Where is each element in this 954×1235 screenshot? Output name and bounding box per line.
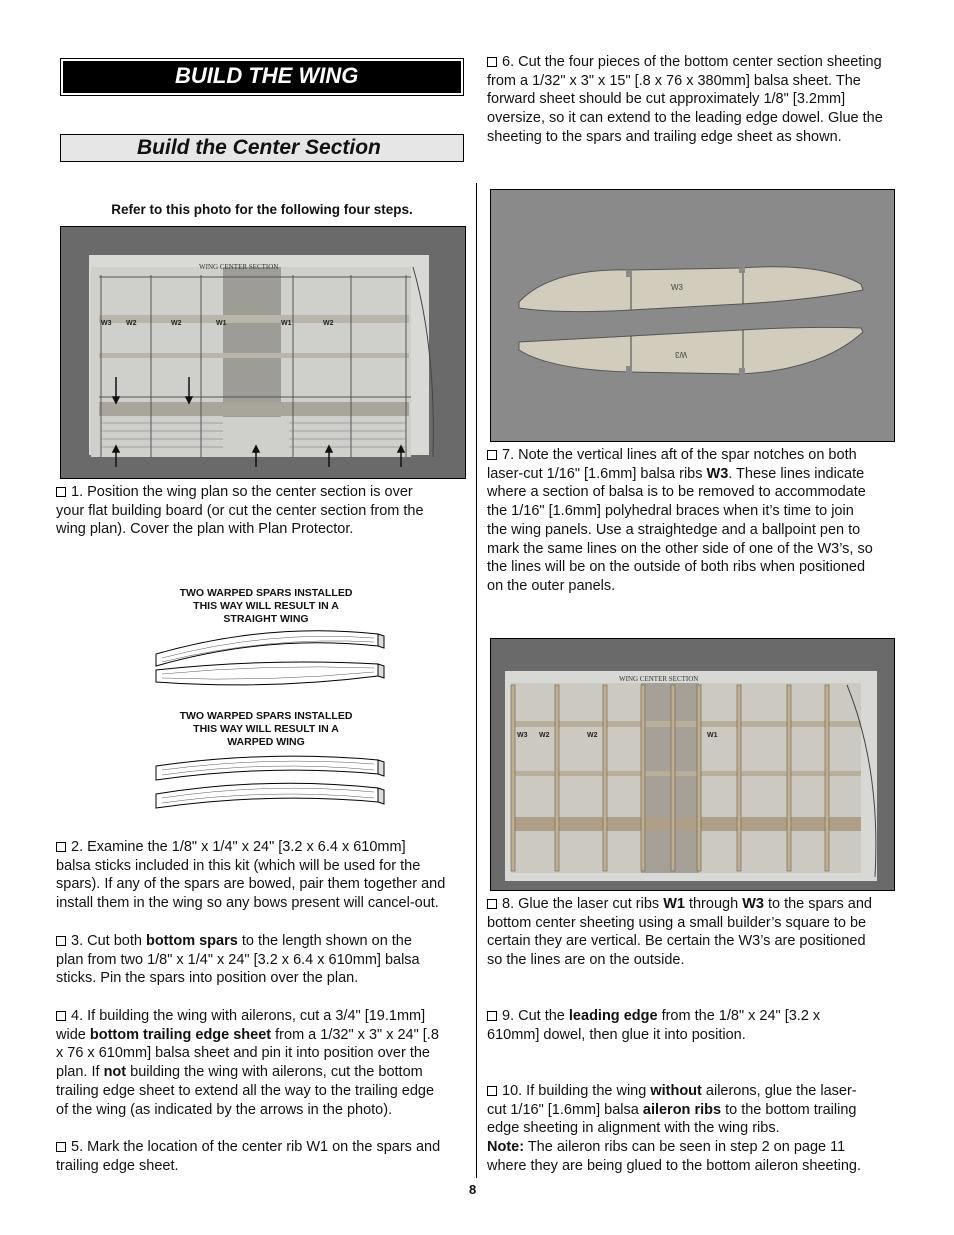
step-5 xyxy=(56,1138,465,1175)
step-7-bold: W3 xyxy=(706,465,729,482)
diagram-caption-warped-line-1: TWO WARPED SPARS INSTALLED xyxy=(179,710,353,722)
step-2-line-2: balsa sticks included in this kit (which will be used for the xyxy=(56,857,421,874)
step-3-text: 3. Cut both xyxy=(71,933,146,949)
step-9 xyxy=(487,1007,896,1044)
step-10-line-2-end: to the bottom trailing xyxy=(721,1101,857,1118)
diagram-caption-straight xyxy=(150,587,382,626)
step-10-bold-2: aileron ribs xyxy=(642,1101,722,1118)
step-2-line-4: install them in the wing so any bows present will cancel-out. xyxy=(56,895,439,912)
step-6-line-5: sheeting to the spars and trailing edge sheet as shown. xyxy=(487,128,842,145)
wing-plan-photo xyxy=(60,226,466,479)
step-10 xyxy=(487,1082,896,1176)
step-6-line-3: forward sheet should be cut approximately 1/8" [3.2mm] xyxy=(487,91,846,108)
step-6-checkbox[interactable] xyxy=(487,57,497,67)
diagram-caption-straight-line-3: STRAIGHT WING xyxy=(223,613,309,625)
step-10-line-1-end: ailerons, glue the laser- xyxy=(701,1083,857,1099)
step-7-line-5: the wing panels. Use a straightedge and a ballpoint pen to xyxy=(487,521,861,538)
spar-warped-top xyxy=(156,756,378,780)
diagram-caption-straight-line-2: THIS WAY WILL RESULT IN A xyxy=(193,600,339,612)
step-3 xyxy=(56,932,465,988)
main-heading: BUILD THE WING xyxy=(63,61,461,93)
step-4-line-2-cont: from a 1/32" x 3" x 24" [.8 xyxy=(271,1026,439,1043)
step-9-checkbox[interactable] xyxy=(487,1011,497,1021)
diagram-caption-warped xyxy=(150,710,382,749)
step-1-checkbox[interactable] xyxy=(56,487,66,497)
step-7-line-8: on the outer panels. xyxy=(487,577,616,594)
step-7 xyxy=(487,446,896,596)
column-divider xyxy=(476,183,477,1178)
step-10-line-2: cut 1/16" [1.6mm] balsa xyxy=(487,1101,643,1118)
step-6-line-2: from a 1/32" x 3" x 15" [.8 x 76 x 380mm] balsa sheet. The xyxy=(487,72,861,89)
step-4 xyxy=(56,1007,465,1119)
step-3-line-2: plan from two 1/8" x 1/4" x 24" [3.2 x 6.4 x 610mm] balsa xyxy=(56,951,420,968)
page-number: 8 xyxy=(469,1182,477,1197)
w3-label: W3 xyxy=(101,320,112,327)
sub-heading: Build the Center Section xyxy=(60,134,464,162)
step-6-line-4: oversize, so it can extend to the leading edge dowel. Glue the xyxy=(487,110,883,127)
step-7-line-3: where a section of balsa is to be removed to accommodate xyxy=(487,484,866,501)
step-9-line-2: 610mm] dowel, then glue it into position. xyxy=(487,1026,746,1043)
step-5-checkbox[interactable] xyxy=(56,1142,66,1152)
step-4-checkbox[interactable] xyxy=(56,1011,66,1021)
step-2 xyxy=(56,838,465,913)
step-8-line-4: so the lines are on the outside. xyxy=(487,952,685,969)
step-8-bold-1: W1 xyxy=(663,896,685,912)
step-10-checkbox[interactable] xyxy=(487,1086,497,1096)
spar-bowed-up xyxy=(156,631,378,666)
step-3-bold: bottom spars xyxy=(145,933,238,949)
warped-spars-diagram xyxy=(150,752,390,818)
step-7-line-1: 7. Note the vertical lines aft of the spar notches on both xyxy=(502,447,857,463)
w1-label-left: W1 xyxy=(216,320,227,327)
spar-bowed-down xyxy=(156,662,378,685)
step-10-line-3: edge sheeting in alignment with the wing ribs. xyxy=(487,1120,780,1137)
step-7-line-2-cont: . These lines indicate xyxy=(728,465,865,482)
diagram-caption-straight-line-1: TWO WARPED SPARS INSTALLED xyxy=(179,587,353,599)
note-line-2: where they are being glued to the bottom aileron sheeting. xyxy=(487,1157,862,1174)
w3-ribs-illustration xyxy=(491,190,894,441)
step-3-text-cont: to the length shown on the xyxy=(237,933,412,949)
w3-ribs-photo xyxy=(490,189,895,442)
step-4-line-1: 4. If building the wing with ailerons, cut a 3/4" [19.1mm] xyxy=(71,1008,426,1024)
straight-spars-diagram xyxy=(150,628,390,694)
diagram-caption-warped-line-2: THIS WAY WILL RESULT IN A xyxy=(193,723,339,735)
step-2-checkbox[interactable] xyxy=(56,842,66,852)
note-line-1: The aileron ribs can be seen in step 2 on page 11 xyxy=(524,1139,846,1156)
diagram-caption-warped-line-3: WARPED WING xyxy=(227,736,305,748)
step-1 xyxy=(56,483,465,539)
step-8-line-2: bottom center sheeting using a small builder’s square to be xyxy=(487,914,867,931)
step-7-line-6: mark the same lines on the other side of one of the W3’s, so xyxy=(487,540,873,557)
step-9-bold: leading edge xyxy=(568,1008,658,1024)
step-2-line-1: 2. Examine the 1/8" x 1/4" x 24" [3.2 x 6.4 x 610mm] xyxy=(71,839,406,855)
step-8-line-3: certain they are vertical. Be certain the W3’s are positioned xyxy=(487,933,866,950)
rib-label-top: W3 xyxy=(671,283,683,292)
step-1-line-2: your flat building board (or cut the center section from the xyxy=(56,502,424,519)
w2-label-2a: W2 xyxy=(539,732,550,739)
step-4-line-2: wide xyxy=(56,1026,90,1043)
step-4-line-4-cont: building the wing with ailerons, cut the bottom xyxy=(126,1064,423,1081)
step-10-bold-1: without xyxy=(650,1083,702,1099)
w3-label-2: W3 xyxy=(517,732,528,739)
wing-plan-illustration xyxy=(61,227,465,478)
step-9-line-1-end: from the 1/8" x 24" [3.2 x xyxy=(657,1008,821,1024)
step-4-bold-2: not xyxy=(103,1064,127,1081)
ribs-installed-photo xyxy=(490,638,895,891)
step-7-checkbox[interactable] xyxy=(487,450,497,460)
step-10-line-1: 10. If building the wing xyxy=(502,1083,651,1099)
step-8-line-1: 8. Glue the laser cut ribs xyxy=(502,896,664,912)
step-3-checkbox[interactable] xyxy=(56,936,66,946)
step-4-line-6: of the wing (as indicated by the arrows in the photo). xyxy=(56,1101,393,1118)
step-5-line-2: trailing edge sheet. xyxy=(56,1157,179,1174)
step-8-bold-2: W3 xyxy=(742,896,764,912)
step-8-line-1-end: to the spars and xyxy=(763,896,872,912)
step-6 xyxy=(487,53,896,147)
w1-label-2: W1 xyxy=(707,732,718,739)
note-label: Note: xyxy=(487,1139,525,1156)
step-9-line-1: 9. Cut the xyxy=(502,1008,569,1024)
w2-label-2b: W2 xyxy=(587,732,598,739)
ribs-installed-illustration xyxy=(491,639,894,890)
step-1-line-1: 1. Position the wing plan so the center section is over xyxy=(71,484,413,500)
plan-title-label-2: WING CENTER SECTION xyxy=(619,675,699,683)
w1-label-right: W1 xyxy=(281,320,292,327)
step-7-line-2: laser-cut 1/16" [1.6mm] balsa ribs xyxy=(487,465,707,482)
step-7-line-4: the 1/16" [1.6mm] polyhedral braces when it’s time to join xyxy=(487,503,854,520)
step-8 xyxy=(487,895,896,970)
step-6-line-1: 6. Cut the four pieces of the bottom center section sheeting xyxy=(502,54,882,70)
plan-title-label: WING CENTER SECTION xyxy=(199,263,279,271)
photo-caption: Refer to this photo for the following four steps. xyxy=(111,202,413,217)
step-3-line-3: sticks. Pin the spars into position over the plan. xyxy=(56,970,359,987)
step-7-line-7: the lines will be on the outside of both ribs when positioned xyxy=(487,559,866,576)
step-8-checkbox[interactable] xyxy=(487,899,497,909)
step-8-line-1-mid: through xyxy=(684,896,743,912)
step-4-line-4: plan. If xyxy=(56,1064,104,1081)
step-5-line-1: 5. Mark the location of the center rib W1 on the spars and xyxy=(71,1139,441,1155)
step-1-line-3: wing plan). Cover the plan with Plan Protector. xyxy=(56,521,354,538)
w2-label-center: W2 xyxy=(171,320,182,327)
step-4-line-3: x 76 x 610mm] balsa sheet and pin it into position over the xyxy=(56,1045,430,1062)
step-2-line-3: spars). If any of the spars are bowed, pair them together and xyxy=(56,876,446,893)
w2-label-left: W2 xyxy=(126,320,137,327)
step-4-bold-1: bottom trailing edge sheet xyxy=(89,1026,272,1043)
rib-label-bottom: W3 xyxy=(675,350,687,359)
step-4-line-5: trailing edge sheet to extend all the way to the trailing edge xyxy=(56,1082,435,1099)
w2-label-right: W2 xyxy=(323,320,334,327)
main-heading-box xyxy=(60,58,464,96)
